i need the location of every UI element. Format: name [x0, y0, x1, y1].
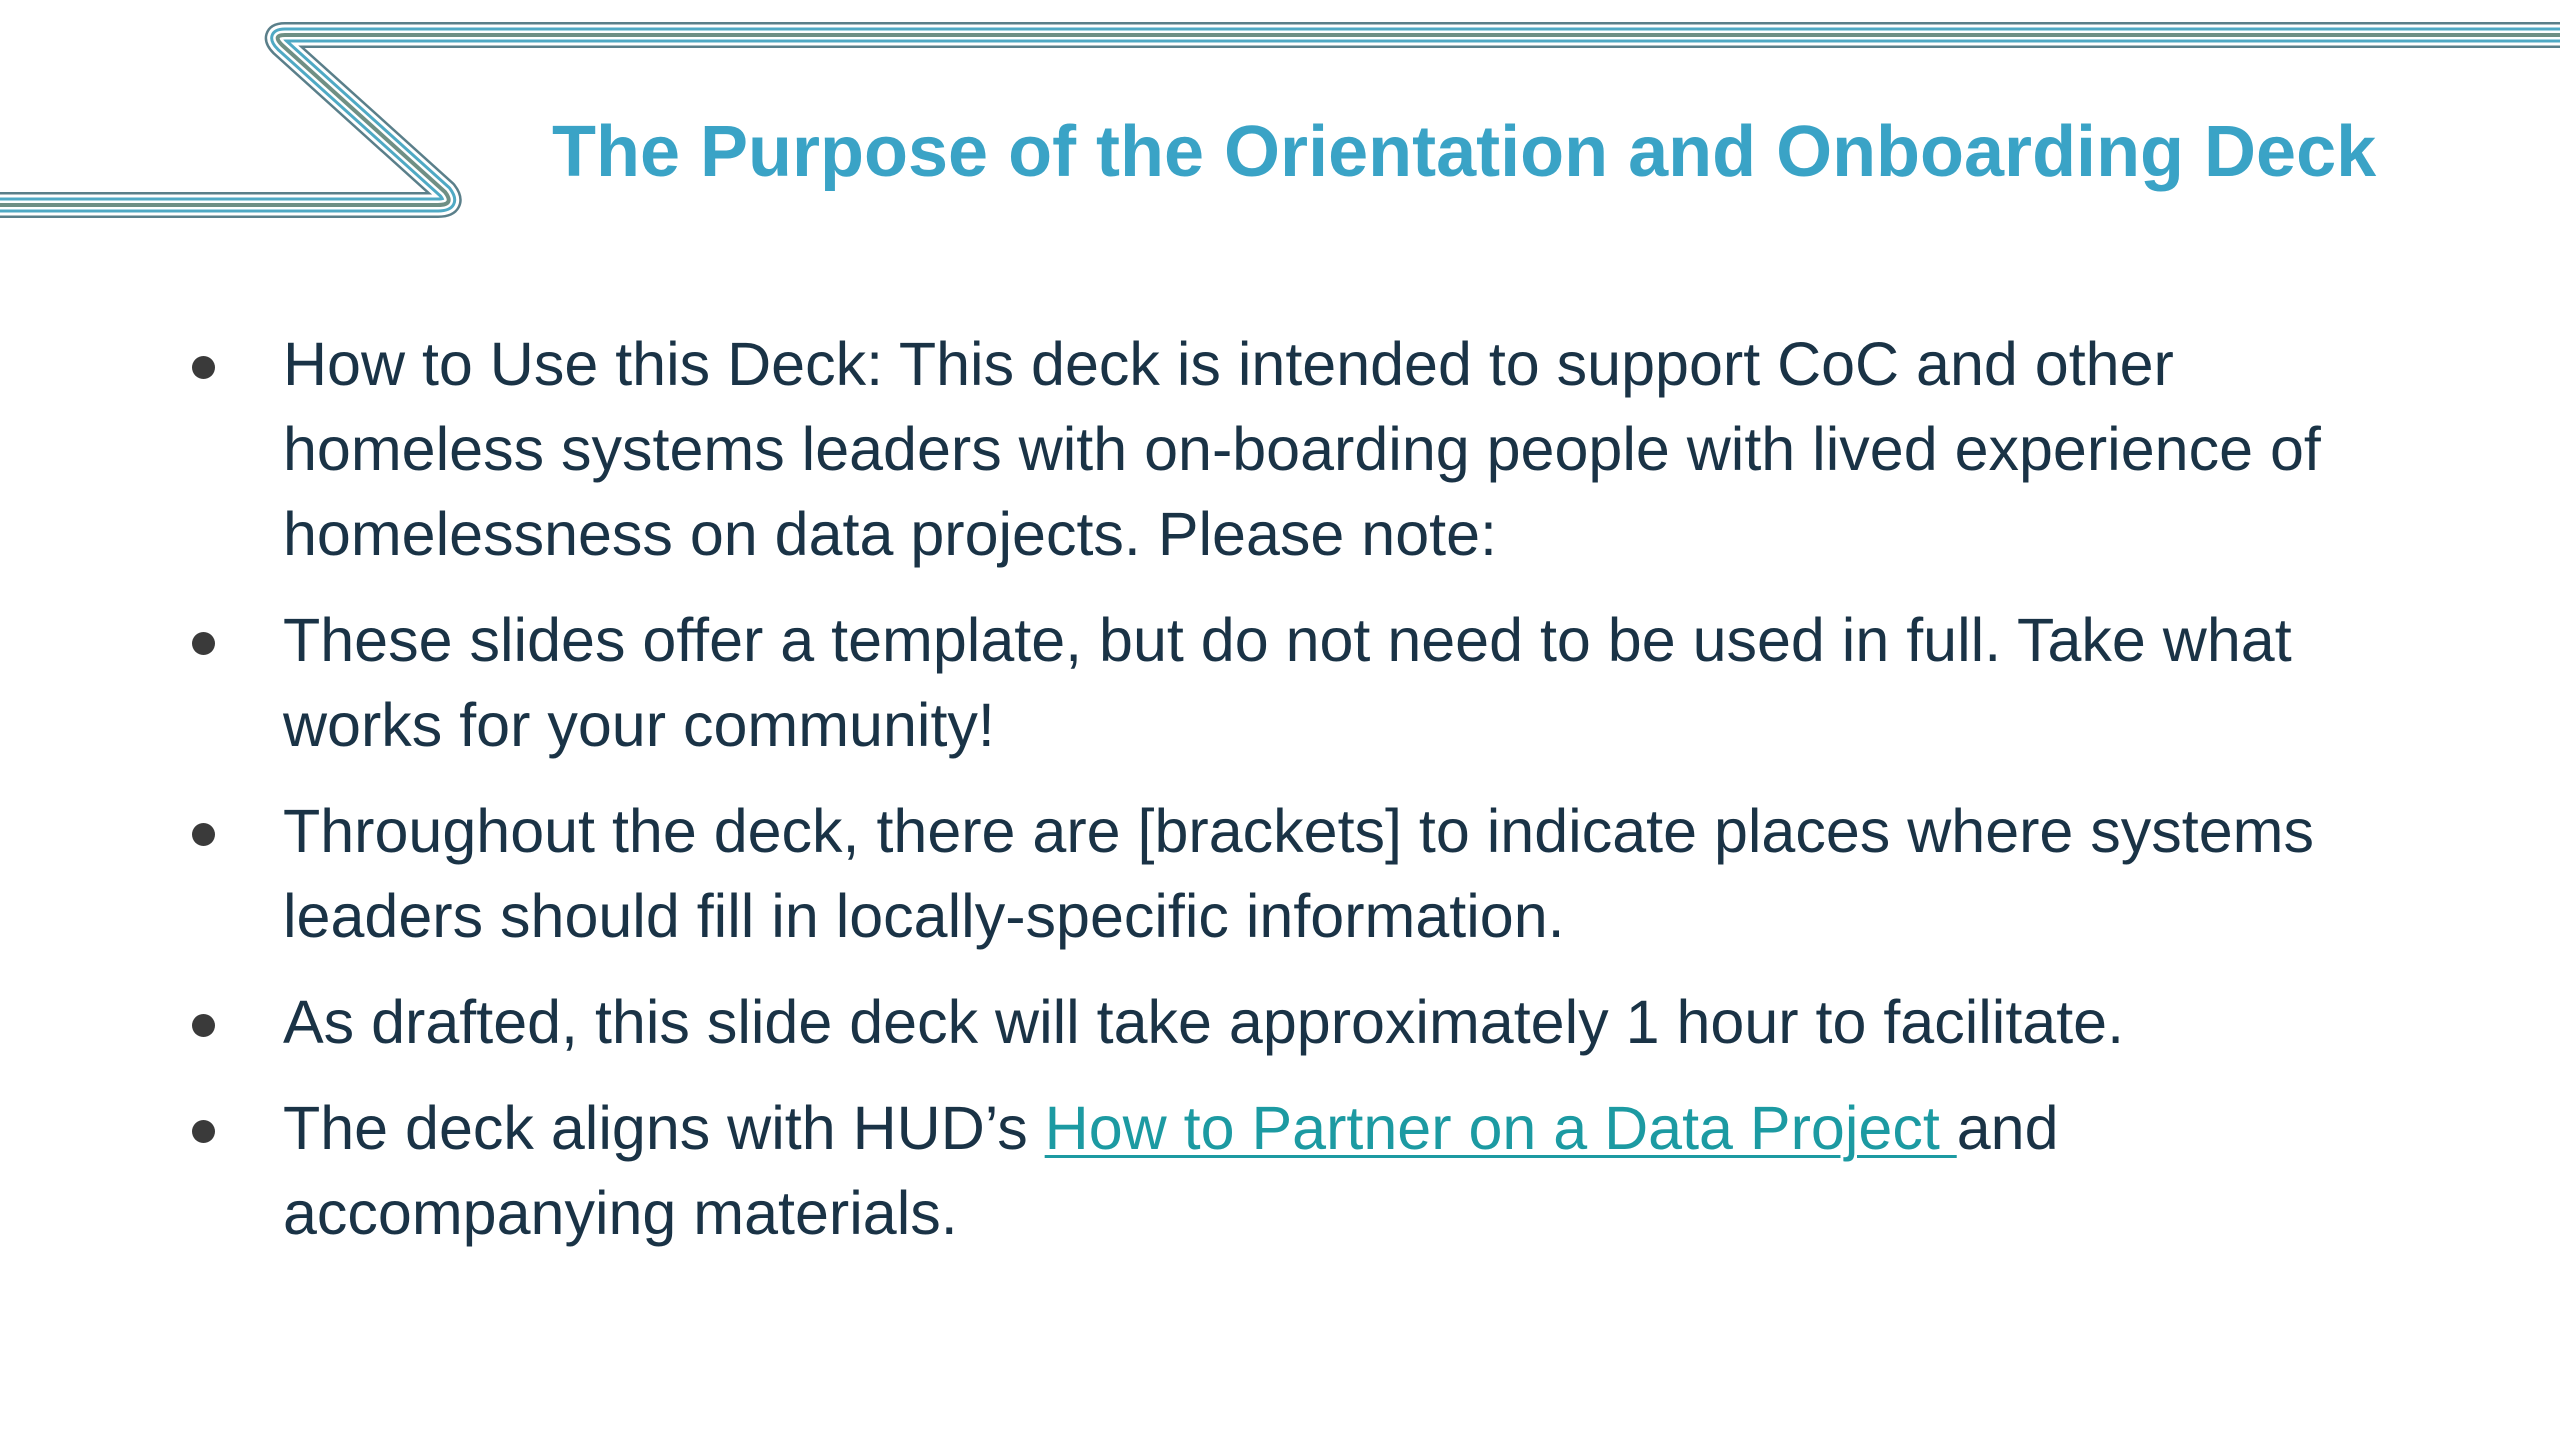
- bullet-text: As drafted, this slide deck will take approximately 1 hour to facilitate.: [283, 988, 2125, 1056]
- bullet-item: [190, 322, 2440, 577]
- bullet-text: These slides offer a template, but do not need to be used in full. Take what works for your community!: [283, 606, 2292, 759]
- bullet-text-before-link: The deck aligns with HUD’s: [283, 1094, 1045, 1162]
- bullet-text-after-link: and accompanying materials.: [283, 1094, 2059, 1247]
- bullet-dot-icon: [192, 632, 215, 655]
- bullet-item: [190, 789, 2440, 959]
- bullet-dot-icon: [192, 1120, 215, 1143]
- slide-title: The Purpose of the Orientation and Onboarding Deck: [552, 112, 2377, 192]
- bullet-list: [190, 322, 2440, 1277]
- bullet-item: [190, 1086, 2440, 1256]
- bullet-text: Throughout the deck, there are [brackets] to indicate places where systems leaders should fill in locally-specific information.: [283, 797, 2314, 950]
- bullet-item: [190, 980, 2440, 1065]
- bullet-dot-icon: [192, 823, 215, 846]
- partner-data-project-link[interactable]: How to Partner on a Data Project: [1044, 1094, 1957, 1162]
- bullet-dot-icon: [192, 356, 215, 379]
- bullet-dot-icon: [192, 1014, 215, 1037]
- bullet-item: [190, 598, 2440, 768]
- bullet-text: How to Use this Deck: This deck is intended to support CoC and other homeless systems leaders with on-boarding people with lived experience of homelessness on data projects. Please note:: [283, 330, 2321, 568]
